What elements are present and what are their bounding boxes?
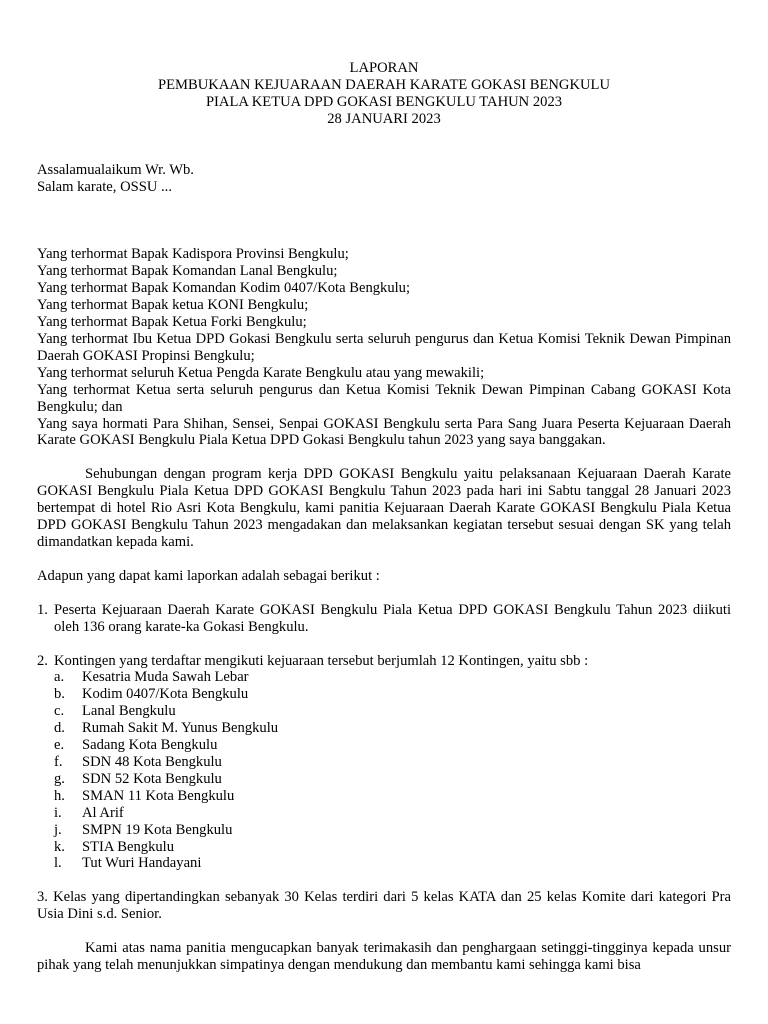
opening-paragraph: Sehubungan dengan program kerja DPD GOKASI Bengkulu yaitu pelaksanaan Kejuaraan Daerah Karate GOKASI Bengkulu Piala Ketua DPD GOKASI Bengkulu Tahun 2023 pada hari ini Sabtu tanggal 28 Januari 2023 bertempat di hotel Rio Asri Kota Bengkulu, kami panitia Kejuaraan Daerah Karate GOKASI Bengkulu Piala Ketua DPD GOKASI Bengkulu Tahun 2023 mengadakan dan melaksankan kegiatan tersebut sesuai dengan SK yang telah dimandatkan kepada kami. <box>37 466 731 550</box>
addressee-line: Yang terhormat Bapak ketua KONI Bengkulu; <box>37 297 309 314</box>
addressee-line: Yang terhormat Ketua serta seluruh pengurus dan Ketua Komisi Teknik Dewan Pimpinan Cabang GOKASI Kota Bengkulu; dan <box>37 381 731 415</box>
contingent-name: Kesatria Muda Sawah Lebar <box>82 669 249 686</box>
contingent-name: STIA Bengkulu <box>82 838 175 855</box>
addressee-line: Yang saya hormati Para Shihan, Sensei, Senpai GOKASI Bengkulu serta Para Sang Juara Peserta Kejuaraan Daerah Karate GOKASI Bengkulu Piala Ketua DPD Gokasi Bengkulu tahun 2023 yang saya banggakan. <box>37 415 731 449</box>
list-letter: i. <box>54 804 62 821</box>
list-item <box>54 720 731 737</box>
greeting-line-2: Salam karate, OSSU ... <box>37 178 172 195</box>
list-item <box>54 771 731 788</box>
list-letter: a. <box>54 669 65 686</box>
addressee-line: Yang terhormat Bapak Ketua Forki Bengkulu; <box>37 314 307 331</box>
item-number: 2. <box>37 652 48 669</box>
list-item <box>54 822 731 839</box>
addressee-line: Yang terhormat Ibu Ketua DPD Gokasi Bengkulu serta seluruh pengurus dan Ketua Komisi Teknik Dewan Pimpinan Daerah GOKASI Propinsi Bengkulu; <box>37 330 731 364</box>
list-letter: k. <box>54 838 65 855</box>
document-title <box>37 60 731 128</box>
list-item <box>54 839 731 856</box>
list-item <box>54 703 731 720</box>
list-letter: l. <box>54 855 62 872</box>
item-text: Kontingen yang terdaftar mengikuti kejuaraan tersebut berjumlah 12 Kontingen, yaitu sbb : <box>54 652 589 669</box>
list-item <box>54 686 731 703</box>
list-item <box>54 737 731 754</box>
report-item-2 <box>37 653 731 873</box>
list-letter: d. <box>54 720 65 737</box>
title-line-3: PIALA KETUA DPD GOKASI BENGKULU TAHUN 2023 <box>205 93 563 110</box>
contingent-name: Rumah Sakit M. Yunus Bengkulu <box>82 720 279 737</box>
list-item <box>54 805 731 822</box>
addressee-line: Yang terhormat Bapak Komandan Lanal Bengkulu; <box>37 263 338 280</box>
contingent-list <box>54 669 731 872</box>
report-intro: Adapun yang dapat kami laporkan adalah sebagai berikut : <box>37 567 380 584</box>
list-letter: h. <box>54 787 65 804</box>
contingent-name: Tut Wuri Handayani <box>82 855 202 872</box>
list-item <box>54 788 731 805</box>
list-item <box>54 669 731 686</box>
contingent-name: Kodim 0407/Kota Bengkulu <box>82 686 249 703</box>
contingent-name: Lanal Bengkulu <box>82 703 176 720</box>
list-letter: c. <box>54 703 65 720</box>
greeting <box>37 162 731 196</box>
addressee-line: Yang terhormat seluruh Ketua Pengda Karate Bengkulu atau yang mewakili; <box>37 364 485 381</box>
contingent-name: Al Arif <box>82 804 124 821</box>
title-line-2: PEMBUKAAN KEJUARAAN DAERAH KARATE GOKASI BENGKULU <box>158 76 610 93</box>
list-letter: g. <box>54 770 65 787</box>
list-letter: f. <box>54 754 63 770</box>
item-2-header <box>37 653 731 670</box>
addressee-list <box>37 246 731 449</box>
report-item-3: 3. Kelas yang dipertandingkan sebanyak 30 Kelas terdiri dari 5 kelas KATA dan 25 kelas Komite dari kategori Pra Usia Dini s.d. Senior. <box>37 889 731 923</box>
contingent-name: SDN 52 Kota Bengkulu <box>82 770 222 787</box>
report-item-1 <box>37 602 731 636</box>
list-letter: b. <box>54 686 65 703</box>
contingent-name: SDN 48 Kota Bengkulu <box>82 754 222 770</box>
greeting-line-1: Assalamualaikum Wr. Wb. <box>37 161 194 178</box>
addressee-line: Yang terhormat Bapak Komandan Kodim 0407/Kota Bengkulu; <box>37 280 411 297</box>
closing-paragraph: Kami atas nama panitia mengucapkan banyak terimakasih dan penghargaan setinggi-tingginya kepada unsur pihak yang telah menunjukkan simpatinya dengan mendukung dan membantu kami sehingga kami bisa <box>37 940 731 974</box>
list-letter: e. <box>54 737 65 754</box>
item-text: Peserta Kejuaraan Daerah Karate GOKASI Bengkulu Piala Ketua DPD GOKASI Bengkulu Tahun 2023 diikuti oleh 136 orang karate-ka Gokasi Bengkulu. <box>54 601 731 635</box>
title-line-4: 28 JANUARI 2023 <box>327 110 441 127</box>
title-line-1: LAPORAN <box>349 60 419 76</box>
contingent-name: SMAN 11 Kota Bengkulu <box>82 787 235 804</box>
contingent-name: Sadang Kota Bengkulu <box>82 737 218 754</box>
list-letter: j. <box>54 821 62 838</box>
addressee-line: Yang terhormat Bapak Kadispora Provinsi Bengkulu; <box>37 246 349 263</box>
list-item <box>54 855 731 872</box>
contingent-name: SMPN 19 Kota Bengkulu <box>82 821 233 838</box>
document-content <box>37 60 731 974</box>
list-item <box>54 754 731 771</box>
item-number: 1. <box>37 601 48 618</box>
